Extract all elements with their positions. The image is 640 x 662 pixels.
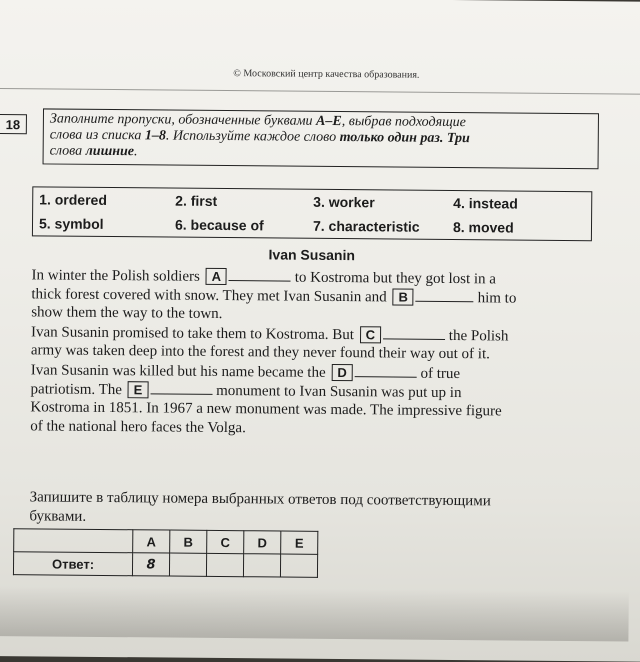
- answer-cell-c[interactable]: [206, 553, 243, 576]
- task-number: 18: [0, 114, 27, 134]
- gap-e: E: [128, 381, 149, 398]
- task-instructions: [43, 108, 599, 169]
- word-option: 4. instead: [453, 195, 518, 212]
- gap-c: C: [360, 326, 382, 343]
- answer-instructions: Запишите в таблицу номера выбранных ответов под соответствующими буквами.: [29, 489, 491, 525]
- answer-column-d: D: [244, 531, 281, 554]
- word-option: 5. symbol: [38, 215, 104, 232]
- answer-table: [13, 528, 318, 578]
- instruction-line-2: слова из списка 1–8. Используйте каждое слово только один раз. Три: [49, 127, 470, 147]
- passage-line: army was taken deep into the forest and they never found their way out of it.: [30, 342, 490, 363]
- answer-column-b: B: [170, 530, 207, 553]
- passage-line: Ivan Susanin promised to take them to Kostroma. But C the Polish: [30, 324, 509, 345]
- word-option: 7. characteristic: [312, 217, 420, 235]
- passage-line: show them the way to the town.: [31, 304, 223, 323]
- word-option: 6. because of: [174, 216, 264, 234]
- passage-line: of the national hero faces the Volga.: [30, 418, 246, 437]
- page-shadow: [0, 586, 629, 642]
- instruction-line-1: Заполните пропуски, обозначенные буквами А–Е, выбрав подходящие: [49, 111, 466, 131]
- word-option: 1. ordered: [39, 191, 107, 208]
- gap-b: B: [392, 288, 414, 305]
- word-option: 3. worker: [313, 193, 375, 211]
- instruction-line-3: слова лишние.: [49, 143, 138, 160]
- header-rule: [0, 88, 640, 95]
- word-option: 2. first: [175, 192, 218, 209]
- answer-column-c: C: [207, 530, 244, 553]
- answer-value-row: [13, 552, 317, 578]
- answer-column-a: A: [133, 530, 170, 553]
- passage-title: Ivan Susanin: [268, 246, 355, 264]
- answer-cell-a[interactable]: 8: [132, 553, 169, 576]
- word-list: [32, 186, 592, 241]
- passage-line: thick forest covered with snow. They met Ivan Susanin and B him to: [31, 286, 517, 307]
- copyright-header: © Московский центр качества образования.: [233, 68, 420, 81]
- passage-line: Kostroma in 1851. In 1967 a new monument was made. The impressive figure: [30, 399, 502, 420]
- passage-line: patriotism. The E monument to Ivan Susanin was put up in: [30, 381, 462, 402]
- answer-column-e: E: [281, 531, 318, 554]
- passage-line: In winter the Polish soldiers A to Kostroma but they got lost in a: [31, 267, 497, 288]
- answer-cell-e[interactable]: [280, 554, 317, 577]
- passage-line: Ivan Susanin was killed but his name became the D of true: [30, 362, 461, 383]
- gap-a: A: [206, 268, 228, 285]
- word-option: 8. moved: [452, 219, 514, 236]
- answer-label: Ответ:: [13, 552, 132, 576]
- answer-cell-b[interactable]: [169, 553, 206, 576]
- answer-header-row: [14, 529, 318, 555]
- answer-cell-d[interactable]: [243, 554, 280, 577]
- gap-d: D: [331, 364, 353, 381]
